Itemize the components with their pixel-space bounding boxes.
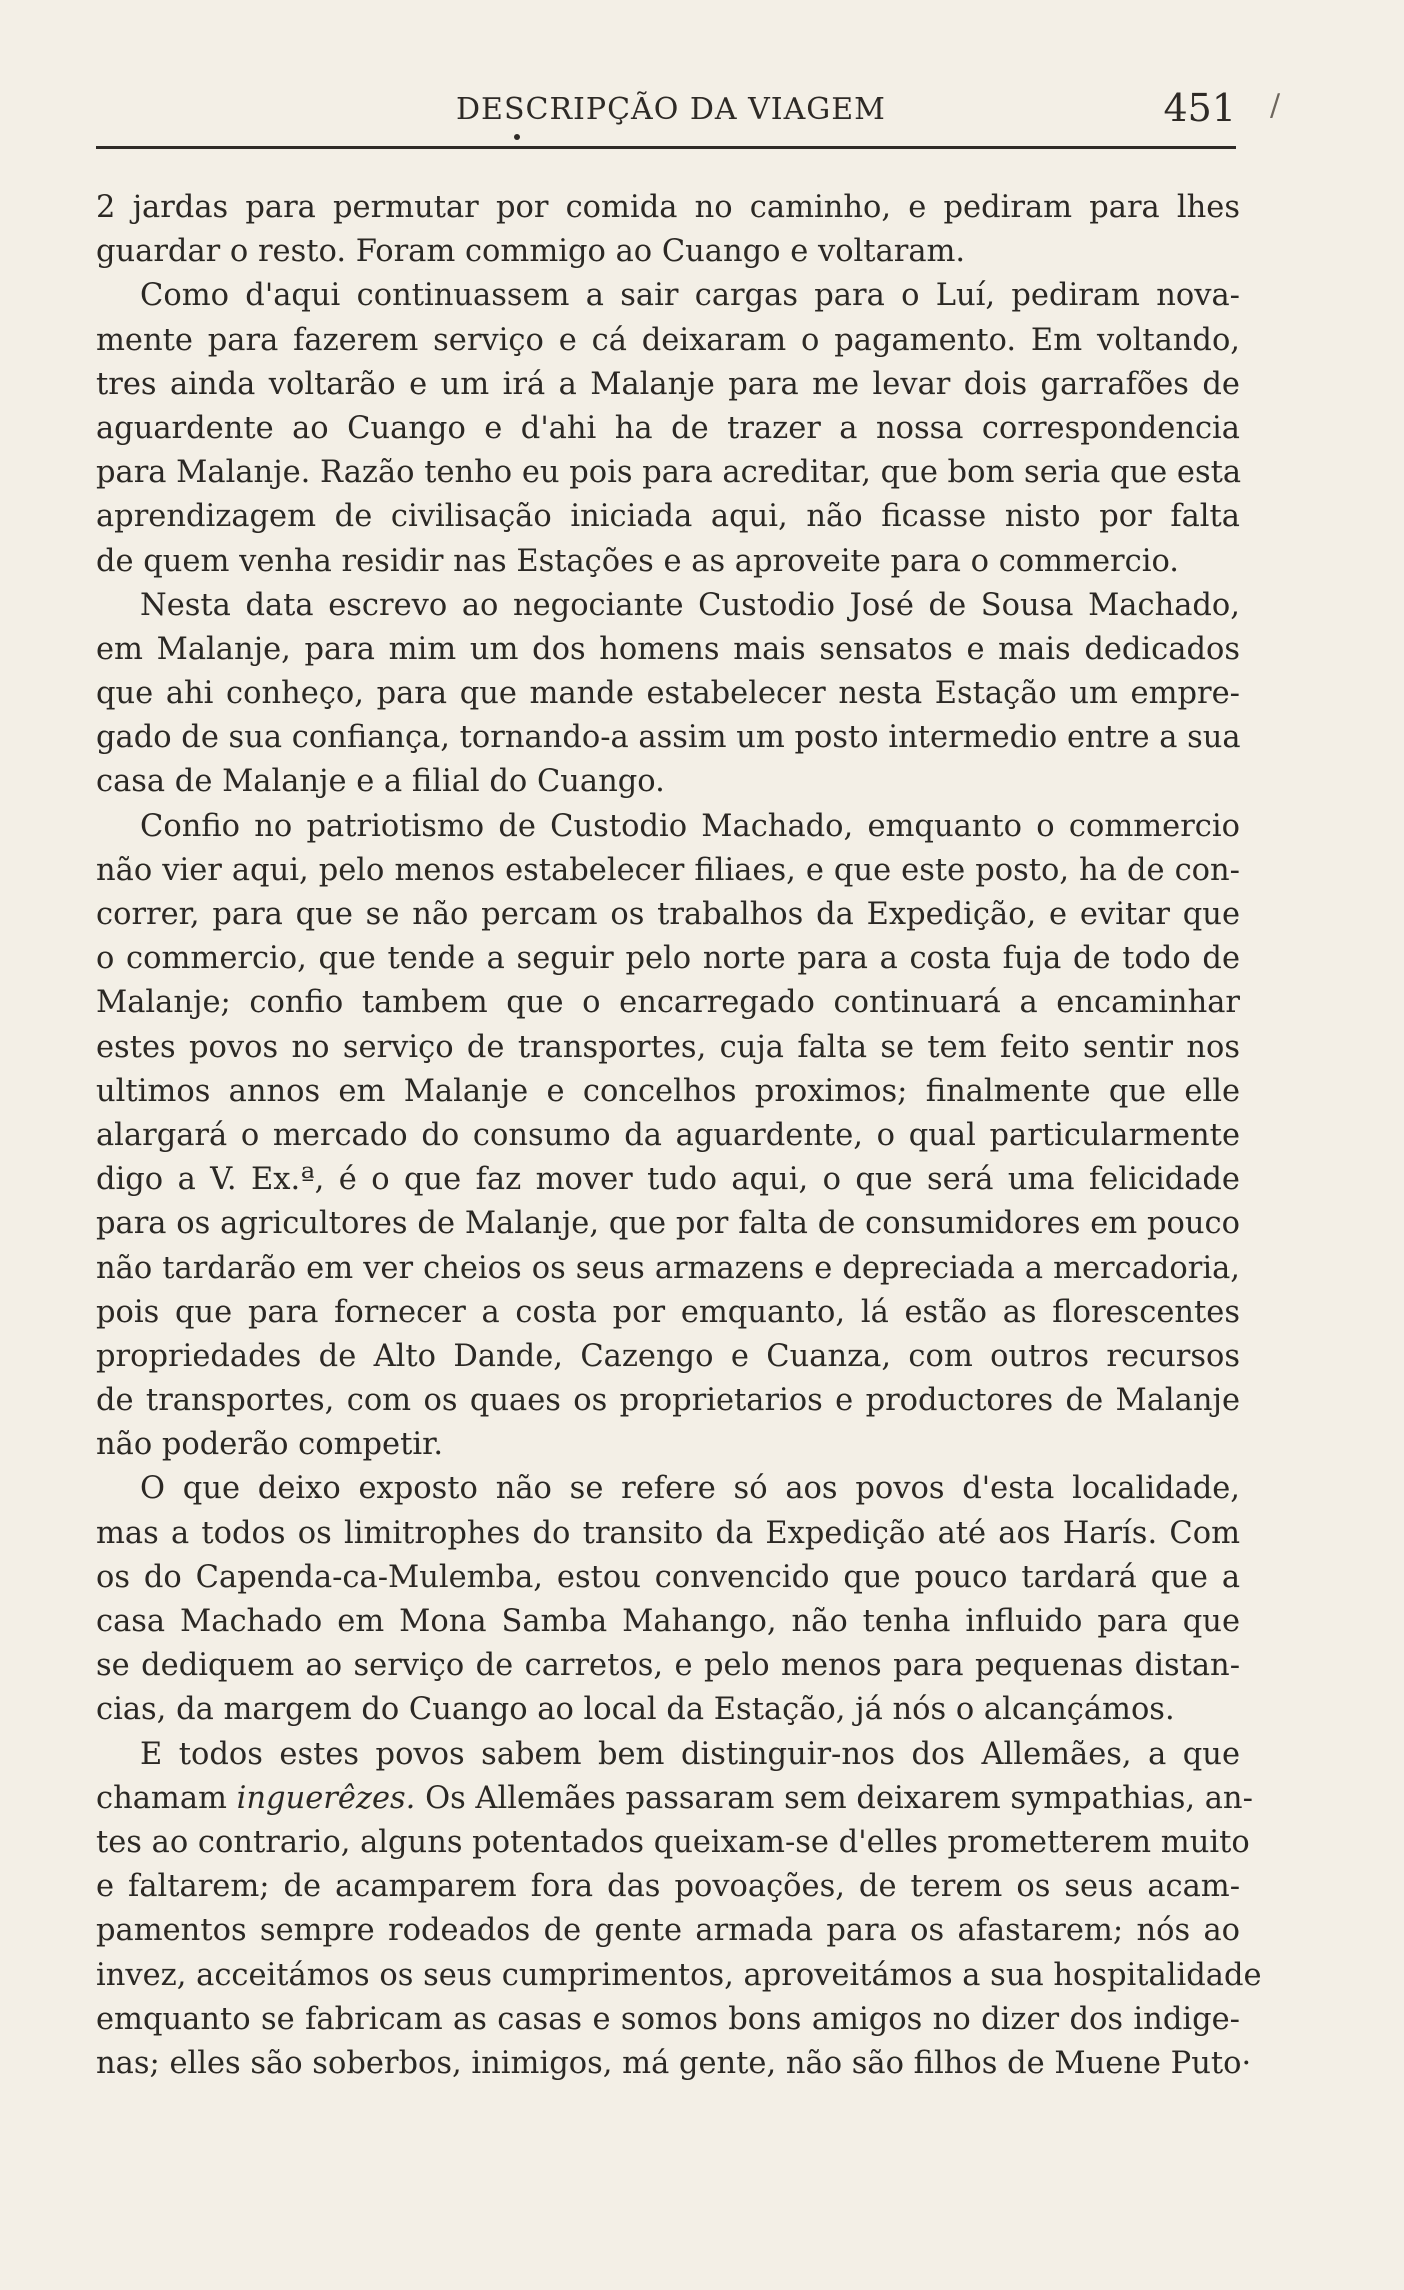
text-fragment: chamam [96, 1780, 227, 1816]
text-line: de transportes, com os quaes os proprietarios e productores de Malanje [96, 1383, 1240, 1419]
text-line: os do Capenda-ca-Mulemba, estou convencido que pouco tardará que a [96, 1559, 1240, 1595]
text-line: guardar o resto. Foram commigo ao Cuango e voltaram. [96, 234, 966, 270]
text-line: casa de Malanje e a filial do Cuango. [96, 764, 665, 800]
text-line: mas a todos os limitrophes do transito da Expedição até aos Harís. Com [96, 1515, 1240, 1551]
text-line: mente para fazerem serviço e cá deixaram o pagamento. Em voltando, [96, 322, 1240, 358]
page-header [96, 84, 1236, 136]
text-line: emquanto se fabricam as casas e somos bons amigos no dizer dos indige- [96, 2001, 1240, 2037]
text-line: em Malanje, para mim um dos homens mais sensatos e mais dedicados [96, 631, 1240, 667]
text-line: estes povos no serviço de transportes, cuja falta se tem feito sentir nos [96, 1029, 1240, 1065]
text-line: se dediquem ao serviço de carretos, e pelo menos para pequenas distan- [96, 1648, 1240, 1684]
text-line: para Malanje. Razão tenho eu pois para acreditar, que bom seria que esta [96, 455, 1242, 491]
text-line: Nesta data escrevo ao negociante Custodio José de Sousa Machado, [140, 587, 1240, 623]
text-line: Confio no patriotismo de Custodio Machado, emquanto o commercio [140, 808, 1240, 844]
text-line: tes ao contrario, alguns potentados queixam-se d'elles prometterem muito [96, 1824, 1250, 1860]
text-line: aguardente ao Cuango e d'ahi ha de trazer a nossa correspondencia [96, 410, 1240, 446]
text-line: tres ainda voltarão e um irá a Malanje para me levar dois garrafões de [96, 366, 1240, 402]
text-line-mixed [96, 1777, 1253, 1821]
text-line: gado de sua confiança, tornando-a assim um posto intermedio entre a sua [96, 720, 1241, 756]
body-text [96, 186, 1262, 2086]
text-line: o commercio, que tende a seguir pelo norte para a costa fuja de todo de [96, 941, 1240, 977]
text-line: propriedades de Alto Dande, Cazengo e Cuanza, com outros recursos [96, 1338, 1240, 1374]
header-dot [514, 134, 520, 140]
text-line: de quem venha residir nas Estações e as aproveite para o commercio. [96, 543, 1179, 579]
text-line: não vier aqui, pelo menos estabelecer filiaes, e que este posto, ha de con- [96, 852, 1240, 888]
text-line: que ahi conheço, para que mande estabelecer nesta Estação um empre- [96, 676, 1240, 712]
text-line: não poderão competir. [96, 1427, 444, 1463]
text-line: não tardarão em ver cheios os seus armazens e depreciada a mercadoria, [96, 1250, 1240, 1286]
margin-mark: / [1270, 88, 1281, 123]
text-line: aprendizagem de civilisação iniciada aqui, não ficasse nisto por falta [96, 499, 1240, 535]
header-rule [96, 146, 1236, 149]
italic-term: inguerêzes. [236, 1780, 416, 1816]
text-line: pois que para fornecer a costa por emquanto, lá estão as florescentes [96, 1294, 1240, 1330]
text-fragment: Os Allemães passaram sem deixarem sympathias, an- [425, 1780, 1253, 1816]
text-line: invez, acceitámos os seus cumprimentos, aproveitámos a sua hospitalidade [96, 1957, 1262, 1993]
text-line: Como d'aqui continuassem a sair cargas para o Luí, pediram nova- [140, 278, 1240, 314]
text-line: cias, da margem do Cuango ao local da Estação, já nós o alcançámos. [96, 1692, 1175, 1728]
text-line: E todos estes povos sabem bem distinguir-nos dos Allemães, a que [140, 1736, 1240, 1772]
text-line: 2 jardas para permutar por comida no caminho, e pediram para lhes [96, 190, 1240, 225]
running-title: DESCRIPÇÃO DA VIAGEM [456, 92, 886, 127]
text-line: O que deixo exposto não se refere só aos povos d'esta localidade, [140, 1471, 1240, 1507]
text-line: ultimos annos em Malanje e concelhos proximos; finalmente que elle [96, 1073, 1240, 1109]
text-line: alargará o mercado do consumo da aguardente, o qual particularmente [96, 1117, 1240, 1153]
text-line: digo a V. Ex.ª, é o que faz mover tudo aqui, o que será uma felicidade [96, 1162, 1240, 1198]
text-line: Malanje; confio tambem que o encarregado continuará a encaminhar [96, 985, 1240, 1021]
text-line: e faltarem; de acamparem fora das povoações, de terem os seus acam- [96, 1869, 1240, 1905]
text-line: pamentos sempre rodeados de gente armada para os afastarem; nós ao [96, 1913, 1240, 1949]
page-number: 451 [1163, 86, 1236, 130]
text-line: correr, para que se não percam os trabalhos da Expedição, e evitar que [96, 897, 1240, 932]
text-line: casa Machado em Mona Samba Mahango, não tenha influido para que [96, 1604, 1240, 1639]
text-line: para os agricultores de Malanje, que por falta de consumidores em pouco [96, 1206, 1240, 1242]
text-line: nas; elles são soberbos, inimigos, má gente, não são filhos de Muene Puto· [96, 2045, 1252, 2081]
